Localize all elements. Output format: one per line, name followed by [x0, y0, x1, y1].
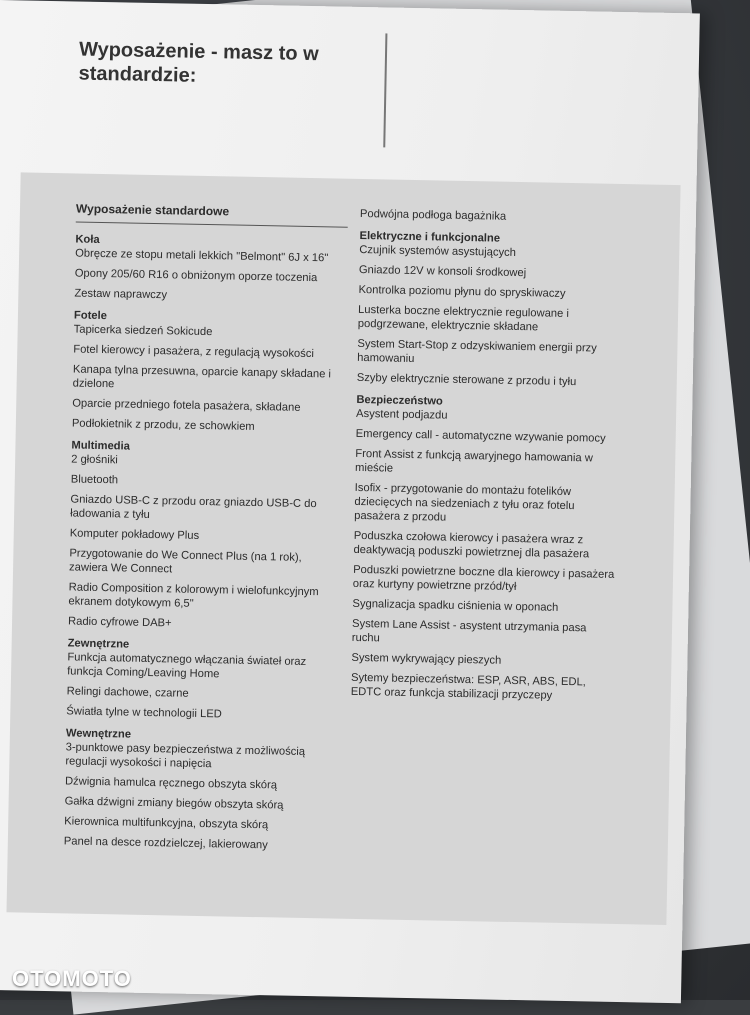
equipment-item: Emergency call - automatyczne wzywanie pomocy	[355, 427, 606, 445]
equipment-item: Front Assist z funkcją awaryjnego hamowania w mieście	[354, 447, 593, 475]
equipment-item: Bluetooth	[70, 473, 119, 487]
equipment-item: Isofix - przygotowanie do montażu fotelików dziecięcych na siedzeniach z tyłu oraz fotelu pasażera z przodu	[354, 481, 575, 524]
section-title: Multimedia	[71, 439, 131, 453]
equipment-item: Sytemy bezpieczeństwa: ESP, ASR, ABS, EDL, EDTC oraz funkcja stabilizacji przyczepy	[350, 671, 586, 702]
equipment-item: Gałka dźwigni zmiany biegów obszyta skórą	[64, 795, 284, 812]
equipment-item: Światła tylne w technologii LED	[66, 705, 222, 721]
equipment-item: Lusterka boczne elektrycznie regulowane i podgrzewane, elektrycznie składane	[357, 303, 570, 334]
equipment-item: Zestaw naprawczy	[74, 287, 168, 302]
equipment-item: System Start-Stop z odzyskiwaniem energii przy hamowaniu	[357, 337, 597, 366]
equipment-item: Czujnik systemów asystujących	[359, 243, 517, 259]
equipment-item: 2 głośniki	[71, 453, 118, 467]
section-title: Zewnętrzne	[67, 637, 130, 651]
equipment-item: System wykrywający pieszych	[351, 651, 502, 667]
equipment-item: Sygnalizacja spadku ciśnienia w oponach	[352, 597, 559, 614]
section-title: Fotele	[73, 309, 108, 323]
equipment-item: Funkcja automatycznego włączania świateł oraz funkcja Coming/Leaving Home	[67, 651, 307, 681]
equipment-item: Tapicerka siedzeń Sokicude	[73, 323, 213, 339]
equipment-item: Opony 205/60 R16 o obniżonym oporze toczenia	[74, 267, 318, 285]
equipment-item: Radio cyfrowe DAB+	[67, 615, 172, 630]
section-title: Wewnętrzne	[65, 727, 132, 741]
equipment-item: Podłokietnik z przodu, ze schowkiem	[71, 417, 255, 433]
section-title: Koła	[75, 233, 100, 246]
section-title: Bezpieczeństwo	[356, 393, 443, 408]
equipment-item: Oparcie przedniego fotela pasażera, składane	[72, 397, 301, 414]
right-top-item: Podwójna podłoga bagażnika	[359, 207, 507, 223]
equipment-item: Poduszki powietrzne boczne dla kierowcy i pasażera oraz kurtyny powietrzne przód/tył	[352, 563, 615, 594]
equipment-item: Asystent podjazdu	[356, 407, 448, 422]
equipment-item: Obręcze ze stopu metali lekkich "Belmont" 6J x 16"	[75, 247, 329, 265]
equipment-item: Kanapa tylna przesuwna, oparcie kanapy składane i dzielone	[72, 363, 332, 391]
equipment-item: Panel na desce rozdzielczej, lakierowany	[63, 835, 268, 852]
equipment-item: Komputer pokładowy Plus	[69, 527, 200, 542]
equipment-item: Gniazdo 12V w konsoli środkowej	[358, 263, 527, 280]
left-column	[64, 201, 348, 859]
equipment-box	[6, 172, 680, 925]
vertical-divider	[383, 33, 387, 147]
equipment-item: Poduszka czołowa kierowcy i pasażera wraz z deaktywacją poduszki powietrznej dla pasażera	[353, 529, 590, 561]
section-title: Elektryczne i funkcjonalne	[359, 229, 501, 245]
right-column	[351, 207, 623, 710]
equipment-item: Radio Composition z kolorowym i wielofunkcyjnym ekranem dotykowym 6,5"	[68, 581, 319, 610]
equipment-item: Gniazdo USB-C z przodu oraz gniazdo USB-C do ładowania z tyłu	[70, 493, 317, 521]
equipment-item: Szyby elektrycznie sterowane z przodu i tyłu	[356, 371, 577, 389]
equipment-item: 3-punktowe pasy bezpieczeństwa z możliwością regulacji wysokości i napięcia	[65, 741, 306, 771]
equipment-item: Kontrolka poziomu płynu do spryskiwaczy	[358, 283, 566, 300]
page-heading: Wyposażenie - masz to w standardzie:	[78, 38, 319, 87]
equipment-item: Kierownica multifunkcyjna, obszyta skórą	[64, 815, 269, 832]
equipment-item: Relingi dachowe, czarne	[66, 685, 189, 700]
left-sections	[64, 232, 348, 853]
otomoto-watermark-logo: OTOMOTO	[12, 966, 132, 991]
box-title: Wyposażenie standardowe	[76, 201, 348, 227]
equipment-item: Fotel kierowcy i pasażera, z regulacją wysokości	[73, 343, 315, 361]
equipment-item: Przygotowanie do We Connect Plus (na 1 rok), zawiera We Connect	[69, 547, 302, 576]
equipment-item: System Lane Assist - asystent utrzymania pasa ruchu	[351, 617, 587, 645]
right-sections	[351, 229, 622, 704]
equipment-item: Dźwignia hamulca ręcznego obszyta skórą	[64, 775, 278, 792]
